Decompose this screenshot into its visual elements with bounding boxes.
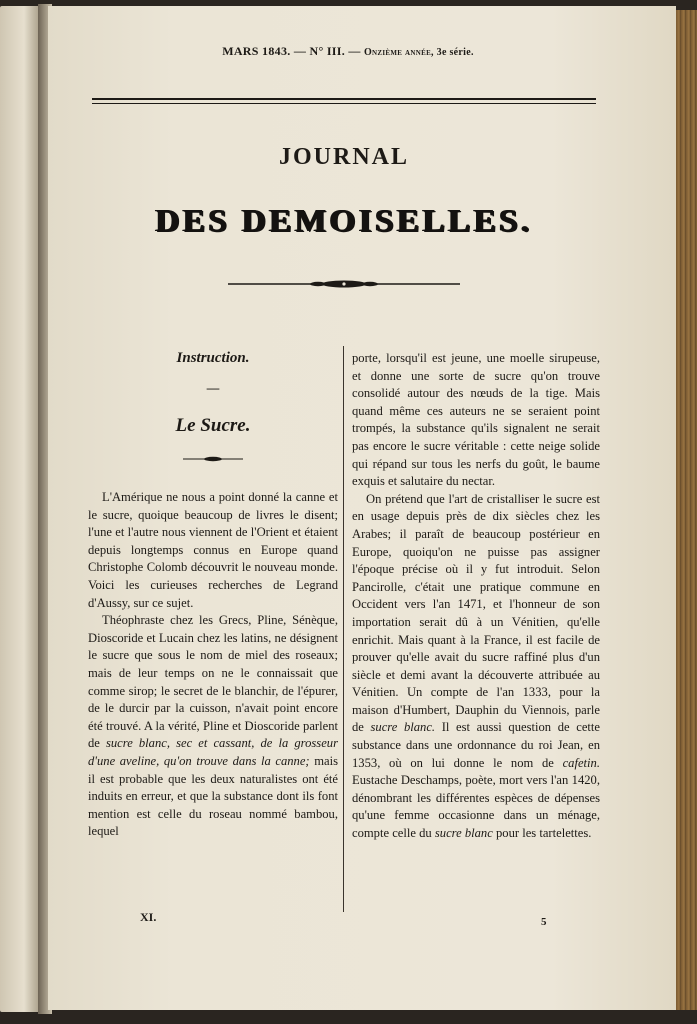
italic-run: sucre blanc. xyxy=(370,720,436,735)
page-number: 5 xyxy=(541,916,547,928)
paragraph: porte, lorsqu'il est jeune, une moelle sirupeuse, et donne une sorte de sucre qu'on trouve consolidé autour des nœuds de la tige. Mais quand même ces auteurs ne se seraient point trompés, la substance qu'ils signalent ne serait pas encore le sucre véritable : cette neige solide qui répand sur tous les nerfs du goût, le baume exquis et salutaire du nectar. xyxy=(352,351,600,489)
column-divider xyxy=(343,346,344,912)
italic-run: sucre blanc, sec et cassant, de la grosseur d'une aveline, qu'on trouve dans la canne; xyxy=(88,736,338,768)
italic-run: cafetin. xyxy=(562,755,600,770)
facing-page-edge xyxy=(0,6,40,1012)
left-column xyxy=(88,346,338,841)
header-edition: Onzième année xyxy=(363,47,432,58)
paragraph xyxy=(88,612,338,841)
text-run: Eustache Deschamps, poète, mort vers l'an 1420, dénombrant les différentes espèces de dépenses qu'une femme occasionne dans un ménage, compte celle du xyxy=(352,773,600,841)
masthead-demoiselles: DES DEMOISELLES. xyxy=(155,202,533,238)
header-issue: — N° III. — xyxy=(293,44,361,58)
title-ornament-icon xyxy=(183,455,243,463)
paragraph: L'Amérique ne nous a point donné la canne et le sucre, quoique beaucoup de livres le disent; l'une et l'autre nous viennent de l'Orient et étaient depuis longtemps connus en Europe quand Christophe Colomb découvrit le nouveau monde. Voici les curieuses recherches de Legrand d'Aussy, sur ce sujet. xyxy=(88,490,338,610)
right-column-text xyxy=(352,350,600,843)
page-stack-edge xyxy=(676,10,697,1010)
text-run: Il est aussi question de cette substance dans une ordonnance du roi Jean, en 1353, où on lui donne le nom de xyxy=(352,720,600,770)
header-date: MARS 1843. xyxy=(222,44,291,58)
masthead-ornament-icon xyxy=(228,278,460,290)
text-run: Théophraste chez les Grecs, Pline, Sénèque, Dioscoride et Lucain chez les latins, ne désignent le sucre que sous le nom de miel des roseaux; mais de leur temps on ne le connaissait que comme sirop; le secret de le blanchir, de l'épurer, de le durcir par la cuisson, n'avait point encore été trouvé. A la vérité, Pline et Dioscoride parlent de xyxy=(88,613,338,751)
journal-page xyxy=(48,6,676,1010)
article-title: Le Sucre. xyxy=(175,415,251,436)
header-rule-thin xyxy=(92,103,596,104)
section-dash: — xyxy=(206,381,220,397)
signature-mark: XI. xyxy=(140,910,157,924)
text-run: On prétend que l'art de cristalliser le sucre est en usage depuis près de dix siècles chez les Arabes; il paraît de beaucoup postérieur en Europe, quoiqu'on ne puisse pas assigner l'époque précise où il y fut introduit. Selon Pancirolle, c'était une pratique commune en Occident vers l'an 1471, et l'honneur de son importation serait dû à un Vénitien, qu'elle enrichit. Mais quant à la France, il est facile de prouver qu'elle avait du sucre raffiné plus d'un siècle et demi avant la découverte attribuée au Vénitien. Un compte de l'an 1333, pour la maison d'Humbert, Dauphin du Viennois, parle de xyxy=(352,491,600,735)
running-header xyxy=(48,44,648,59)
italic-run: sucre blanc xyxy=(434,826,493,841)
header-series: , 3e série. xyxy=(431,47,474,58)
paragraph xyxy=(352,491,600,843)
section-title: Instruction. xyxy=(176,350,250,366)
left-column-text xyxy=(88,489,338,841)
right-column xyxy=(352,350,600,843)
header-rule xyxy=(92,98,596,100)
text-run: pour les tartelettes. xyxy=(492,826,592,841)
masthead-journal: JOURNAL xyxy=(278,144,409,170)
text-run: mais il est probable que les deux naturalistes ont été induits en erreur, et que la substance dont ils font mention est celle du roseau nommé bambou, lequel xyxy=(88,753,338,839)
